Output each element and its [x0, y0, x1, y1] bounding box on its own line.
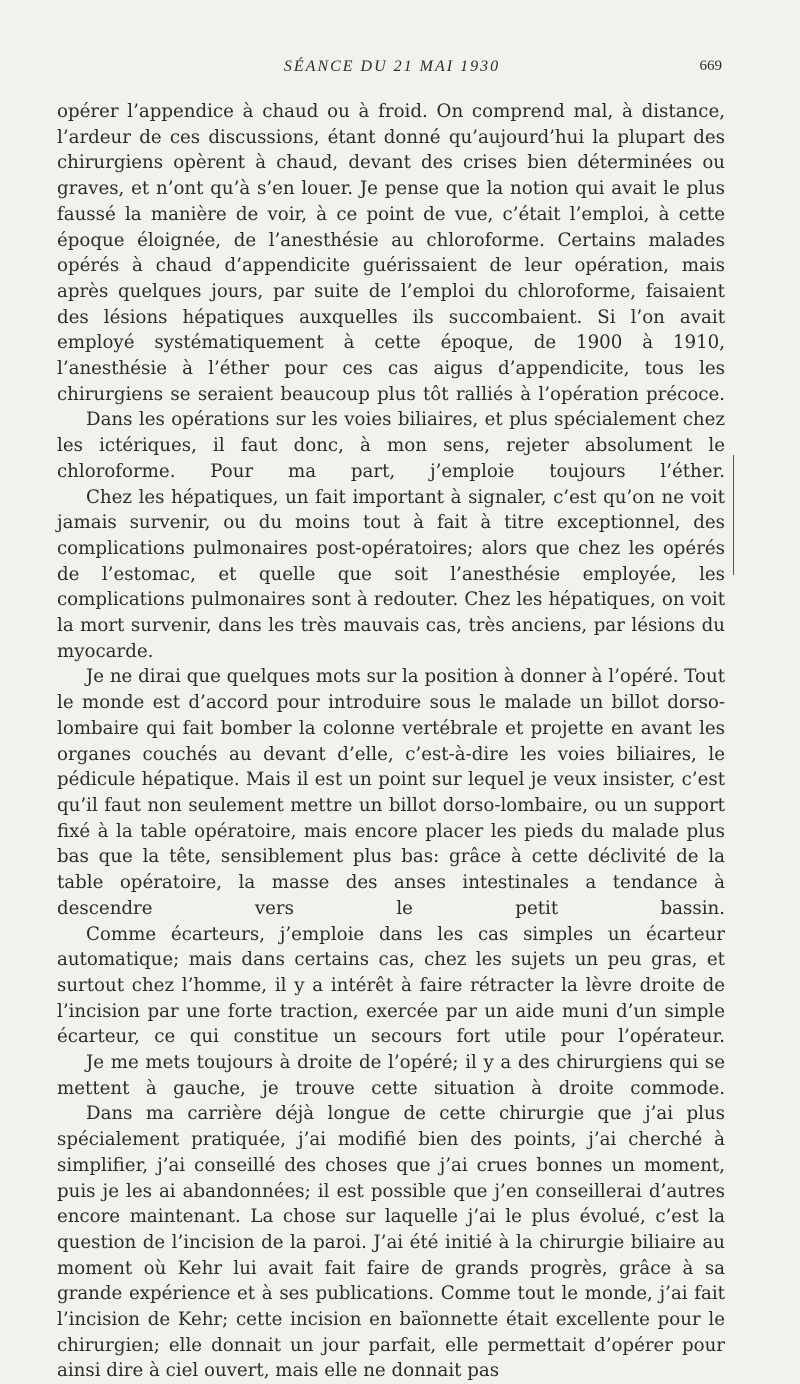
- page-body: [57, 99, 725, 1384]
- page-number: 669: [699, 58, 722, 74]
- paragraph-surgeon-side: Je me mets toujours à droite de l’opéré; il y a des chirurgiens qui se mettent à gauche, je trouve cette situation à droite commode.: [57, 1052, 725, 1099]
- margin-bracket-mark: [733, 455, 740, 575]
- running-title: SÉANCE DU 21 MAI 1930: [283, 58, 501, 75]
- paragraph-pulmonary-complications: Chez les hépatiques, un fait important à signaler, c’est qu’on ne voit jamais survenir, ou du moins tout à fait à titre exceptionnel, des complications pulmonaires post-opératoires; alors que chez les opérés de l’estomac, et quelle que soit l’anesthésie employée, les complications pulmonaires sont à redouter. Chez les hépatiques, on voit la mort survenir, dans les très mauvais cas, très anciens, par lésions du myocarde.: [57, 486, 725, 662]
- page-header: [60, 58, 724, 88]
- paragraph-incision: Dans ma carrière déjà longue de cette chirurgie que j’ai plus spécialement pratiquée, j’ai modifié bien des points, j’ai cherché à simplifier, j’ai conseillé des choses que j’ai crues bonnes un moment, puis je les ai abandonnées; il est possible que j’en conseillerai d’autres encore maintenant. La chose sur laquelle j’ai le plus évolué, c’est la question de l’incision de la paroi. J’ai été initié à la chirurgie biliaire au moment où Kehr lui avait fait faire de grands progrès, grâce à sa grande expérience et à ses publications. Comme tout le monde, j’ai fait l’incision de Kehr; cette incision en baïonnette était excellente pour le chirurgien; elle donnait un jour parfait, elle permettait d’opérer pour ainsi dire à ciel ouvert, mais elle ne donnait pas: [57, 1103, 725, 1382]
- paragraph-retractors: Comme écarteurs, j’emploie dans les cas simples un écarteur automatique; mais dans certains cas, chez les sujets un peu gras, et surtout chez l’homme, il y a intérêt à faire rétracter la lèvre droite de l’incision par une forte traction, exercée par un aide muni d’un simple écarteur, ce qui constitue un secours fort utile pour l’opérateur.: [57, 923, 725, 1048]
- paragraph-anesthesia-appendicitis: opérer l’appendice à chaud ou à froid. On comprend mal, à distance, l’ardeur de ces discussions, étant donné qu’aujourd’hui la plupart des chirurgiens opèrent à chaud, devant des crises bien déterminées ou graves, et n’ont qu’à s’en louer. Je pense que la notion qui avait le plus faussé la manière de voir, à ce point de vue, c’était l’emploi, à cette époque éloignée, de l’anesthésie au chloroforme. Certains malades opérés à chaud d’appendicite guérissaient de leur opération, mais après quelques jours, par suite de l’emploi du chloroforme, faisaient des lésions hépatiques auxquelles ils succombaient. Si l’on avait employé systématiquement à cette époque, de 1900 à 1910, l’anesthésie à l’éther pour ces cas aigus d’appendicite, tous les chirurgiens se seraient beaucoup plus tôt ralliés à l’opération précoce.: [57, 101, 725, 405]
- paragraph-patient-position: Je ne dirai que quelques mots sur la position à donner à l’opéré. Tout le monde est d’accord pour introduire sous le malade un billot dorso-lombaire qui fait bomber la colonne vertébrale et projette en avant les organes couchés au devant d’elle, c’est-à-dire les voies biliaires, le pédicule hépatique. Mais il est un point sur lequel je veux insister, c’est qu’il faut non seulement mettre un billot dorso-lombaire, ou un support fixé à la table opératoire, mais encore placer les pieds du malade plus bas que la tête, sensiblement plus bas: grâce à cette déclivité de la table opératoire, la masse des anses intestinales a tendance à descendre vers le petit bassin.: [57, 666, 725, 919]
- paragraph-chloroform: Dans les opérations sur les voies biliaires, et plus spécialement chez les ictériques, il faut donc, à mon sens, rejeter absolument le chloroforme. Pour ma part, j’emploie toujours l’éther.: [57, 409, 725, 482]
